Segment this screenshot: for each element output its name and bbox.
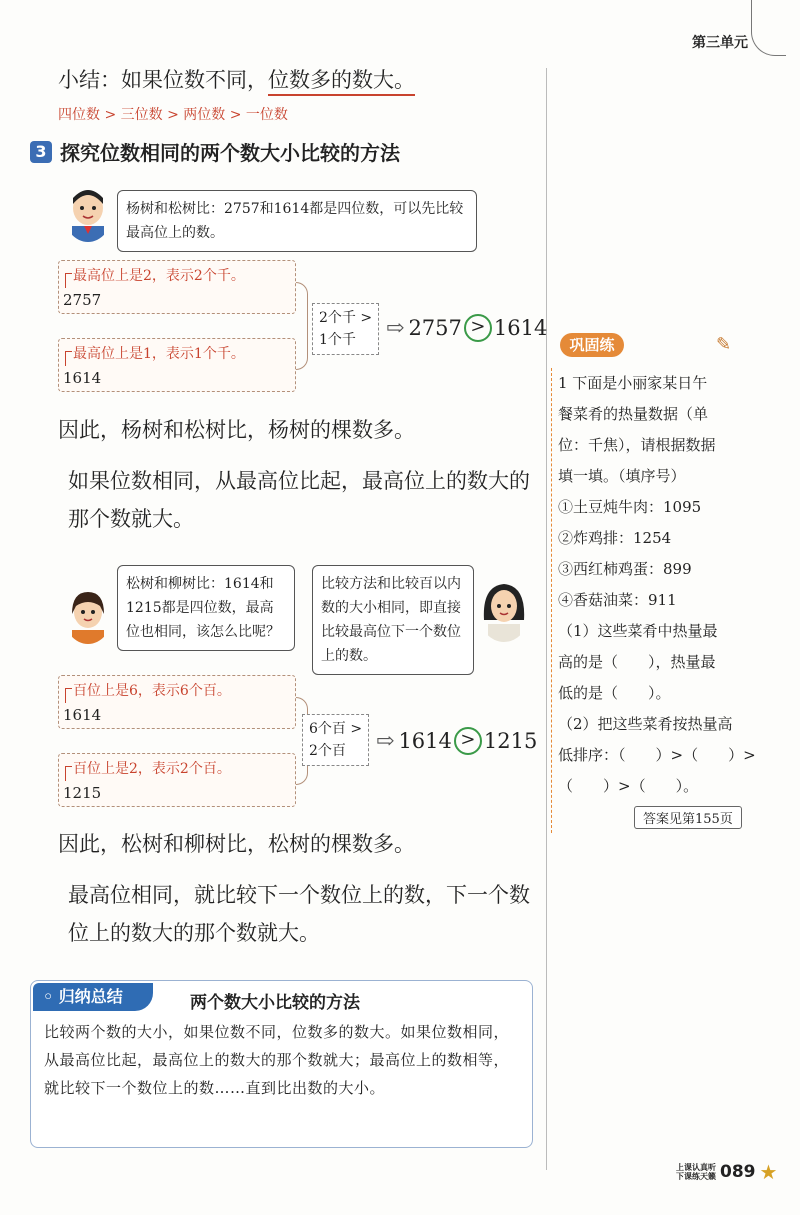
- summary-prefix: 小结：如果位数不同，: [58, 68, 268, 92]
- result-expression: [386, 314, 547, 342]
- box-value: 2757: [63, 291, 102, 309]
- digit-box-1614: [58, 338, 296, 392]
- practice-line: （1）这些菜肴中热量最: [558, 622, 718, 640]
- practice-line: ④香菇油菜：911: [558, 591, 677, 609]
- teacher-avatar: [478, 580, 530, 642]
- box-note: 最高位上是2，表示2个千。: [73, 265, 245, 285]
- practice-tag: 巩固练: [560, 333, 624, 357]
- practice-line: 低排序：（ ）>（ ）>: [558, 746, 756, 764]
- induction-title: 两个数大小比较的方法: [190, 993, 360, 1013]
- compare-box: [302, 714, 369, 766]
- greater-sign: >: [464, 314, 492, 342]
- induction-tag: ◦ 归纳总结: [33, 983, 153, 1011]
- footer-label-line: 下课练天籁: [676, 1172, 716, 1181]
- section-number: 3: [30, 141, 52, 163]
- brace: [296, 282, 308, 370]
- result-right: 1614: [493, 316, 548, 340]
- practice-line: 填一填。（填序号）: [558, 467, 686, 485]
- arrow-icon: ⇨: [376, 728, 395, 754]
- greater-sign: >: [454, 727, 482, 755]
- rule-1: 如果位数相同，从最高位比起，最高位上的数大的那个数就大。: [68, 469, 530, 531]
- result-right: 1215: [483, 729, 538, 753]
- page-number: 089: [720, 1162, 756, 1182]
- answer-reference: 答案见第155页: [634, 806, 742, 829]
- section-title: 探究位数相同的两个数大小比较的方法: [60, 141, 400, 165]
- column-divider: [546, 68, 547, 1170]
- practice-line: （ ）>（ ）。: [558, 777, 699, 795]
- boy-avatar: [64, 186, 112, 242]
- practice-line: 位：千焦），请根据数据: [558, 436, 716, 454]
- box-value: 1614: [63, 706, 102, 724]
- pencil-icon: ✎: [716, 334, 732, 355]
- practice-line: ①土豆炖牛肉：1095: [558, 498, 702, 516]
- compare-box: [312, 303, 379, 355]
- digit-order: 四位数 > 三位数 > 两位数 > 一位数: [58, 107, 288, 123]
- digit-box-2757: [58, 260, 296, 314]
- practice-body: [558, 368, 780, 802]
- page-footer: [676, 1160, 777, 1184]
- practice-line: ③西红柿鸡蛋：899: [558, 560, 692, 578]
- practice-border: [551, 368, 552, 833]
- compare-line: 6个百 >: [309, 721, 363, 737]
- box-note: 百位上是6，表示6个百。: [73, 680, 231, 700]
- footer-label-line: 上课认真听: [676, 1163, 716, 1172]
- section-heading: [30, 137, 400, 166]
- box-note: 百位上是2，表示2个百。: [73, 758, 231, 778]
- compare-line: 2个千 >: [319, 310, 373, 326]
- summary-underlined: 位数多的数大。: [268, 68, 415, 96]
- arrow-icon: ⇨: [386, 315, 405, 341]
- practice-line: 餐菜肴的热量数据（单: [558, 405, 709, 423]
- box-value: 1215: [63, 784, 102, 802]
- digit-box-1215: [58, 753, 296, 807]
- box-note: 最高位上是1，表示1个千。: [73, 343, 245, 363]
- digit-box-1614-b: [58, 675, 296, 729]
- practice-line: 低的是（ ）。: [558, 684, 671, 702]
- conclusion-1: 因此，杨树和松树比，杨树的棵数多。: [58, 418, 415, 442]
- practice-line: （2）把这些菜肴按热量高: [558, 715, 733, 733]
- practice-line: 高的是（ ），热量最: [558, 653, 716, 671]
- result-left: 2757: [408, 316, 462, 340]
- practice-line: ②炸鸡排：1254: [558, 529, 672, 547]
- conclusion-2: 因此，松树和柳树比，松树的棵数多。: [58, 832, 415, 856]
- induction-body: 比较两个数的大小，如果位数不同，位数多的数大。如果位数相同，从最高位比起，最高位上的数大的那个数就大；最高位上的数相等，就比较下一个数位上的数……直到比出数的大小。: [44, 1023, 510, 1097]
- corner-decoration: [751, 0, 786, 56]
- star-icon: ★: [759, 1160, 778, 1184]
- girl-avatar: [64, 588, 112, 644]
- summary-line: [58, 64, 415, 94]
- speech-bubble-teacher: 比较方法和比较百以内数的大小相同，即直接比较最高位下一个数位上的数。: [312, 565, 474, 675]
- result-expression: [376, 727, 537, 755]
- compare-line: 2个百: [309, 743, 346, 759]
- speech-bubble-yang: 杨树和松树比：2757和1614都是四位数，可以先比较最高位上的数。: [117, 190, 477, 252]
- footer-label: [676, 1163, 716, 1181]
- box-value: 1614: [63, 369, 102, 387]
- speech-bubble-song: 松树和柳树比：1614和1215都是四位数，最高位也相同，该怎么比呢？: [117, 565, 295, 651]
- unit-title: 第三单元: [692, 35, 748, 51]
- result-left: 1614: [398, 729, 452, 753]
- compare-line: 1个千: [319, 332, 356, 348]
- rule-2: 最高位相同，就比较下一个数位上的数，下一个数位上的数大的那个数就大。: [68, 883, 530, 945]
- practice-line: 1 下面是小丽家某日午: [558, 374, 708, 392]
- induction-tag-label: 归纳总结: [58, 987, 123, 1006]
